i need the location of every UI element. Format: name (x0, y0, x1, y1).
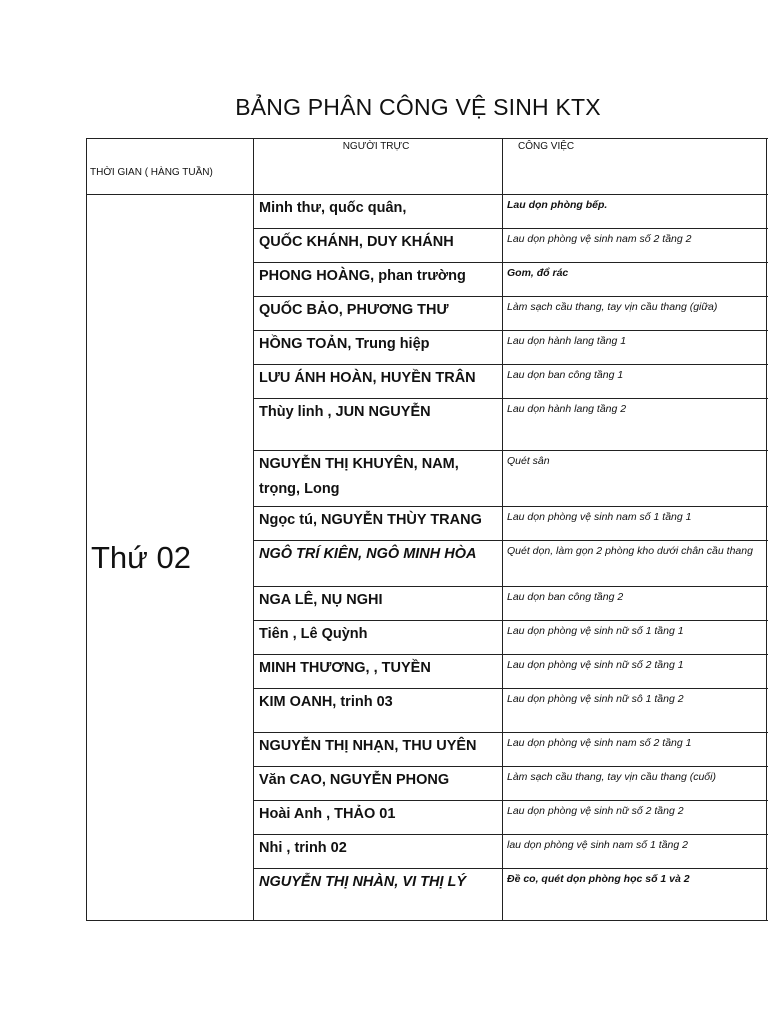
header-person-label: NGƯỜI TRỰC (342, 141, 410, 152)
person-cell: KIM OANH, trinh 03 (254, 689, 503, 733)
person-cell: Thùy linh , JUN NGUYỄN (254, 399, 503, 451)
header-job: CÔNG VIỆC (503, 139, 767, 195)
day-cell: Thứ 02 (87, 195, 254, 921)
task-cell: Lau dọn ban công tầng 1 (503, 365, 767, 399)
header-person (254, 139, 503, 195)
task-cell: Quét sân (503, 451, 767, 507)
task-cell: lau dọn phòng vệ sinh nam số 1 tầng 2 (503, 835, 767, 869)
task-cell: Lau dọn phòng vệ sinh nữ sô 1 tầng 2 (503, 689, 767, 733)
person-cell: Tiên , Lê Quỳnh (254, 621, 503, 655)
task-cell: Lau dọn ban công tầng 2 (503, 587, 767, 621)
task-cell: Lau dọn phòng vệ sinh nữ số 2 tầng 1 (503, 655, 767, 689)
task-cell: Lau dọn phòng vệ sinh nam số 1 tầng 1 (503, 507, 767, 541)
header-row (87, 139, 768, 195)
task-cell: Lau dọn hành lang tầng 2 (503, 399, 767, 451)
person-cell: Văn CAO, NGUYỄN PHONG (254, 767, 503, 801)
person-cell: Hoài Anh , THẢO 01 (254, 801, 503, 835)
person-cell: NGA LÊ, NỤ NGHI (254, 587, 503, 621)
task-cell: Lau dọn phòng bếp. (503, 195, 767, 229)
person-cell: QUỐC BẢO, PHƯƠNG THƯ (254, 297, 503, 331)
task-cell: Lau dọn phòng vệ sinh nam số 2 tầng 2 (503, 229, 767, 263)
person-cell: MINH THƯƠNG, , TUYỀN (254, 655, 503, 689)
task-cell: Quét dọn, làm gọn 2 phòng kho dưới chân cầu thang (503, 541, 767, 587)
person-cell: NGUYỄN THỊ KHUYÊN, NAM, trọng, Long (254, 451, 503, 507)
person-cell: PHONG HOÀNG, phan trường (254, 263, 503, 297)
person-cell: Nhi , trinh 02 (254, 835, 503, 869)
task-cell: Lau dọn phòng vệ sinh nữ số 2 tầng 2 (503, 801, 767, 835)
person-cell: NGÔ TRÍ KIÊN, NGÔ MINH HÒA (254, 541, 503, 587)
task-cell: Làm sạch cầu thang, tay vịn cầu thang (giữa) (503, 297, 767, 331)
duty-table (86, 138, 768, 921)
person-cell: Ngọc tú, NGUYỄN THÙY TRANG (254, 507, 503, 541)
header-time: THỜI GIAN ( HÀNG TUẦN) (87, 139, 254, 195)
person-cell: QUỐC KHÁNH, DUY KHÁNH (254, 229, 503, 263)
task-cell: Lau dọn hành lang tầng 1 (503, 331, 767, 365)
person-cell: NGUYỄN THỊ NHÀN, VI THỊ LÝ (254, 869, 503, 921)
person-cell: NGUYỄN THỊ NHẠN, THU UYÊN (254, 733, 503, 767)
task-cell: Lau dọn phòng vệ sinh nữ số 1 tầng 1 (503, 621, 767, 655)
person-cell: LƯU ÁNH HOÀN, HUYỀN TRÂN (254, 365, 503, 399)
table-row (87, 195, 768, 229)
task-cell: Làm sạch cầu thang, tay vịn cầu thang (cuối) (503, 767, 767, 801)
person-cell: Minh thư, quốc quân, (254, 195, 503, 229)
person-cell: HỒNG TOẢN, Trung hiệp (254, 331, 503, 365)
page-title: BẢNG PHÂN CÔNG VỆ SINH KTX (235, 94, 601, 120)
task-cell: Đề co, quét dọn phòng học số 1 và 2 (503, 869, 767, 921)
task-cell: Lau dọn phòng vệ sinh nam số 2 tầng 1 (503, 733, 767, 767)
task-cell: Gom, đổ rác (503, 263, 767, 297)
